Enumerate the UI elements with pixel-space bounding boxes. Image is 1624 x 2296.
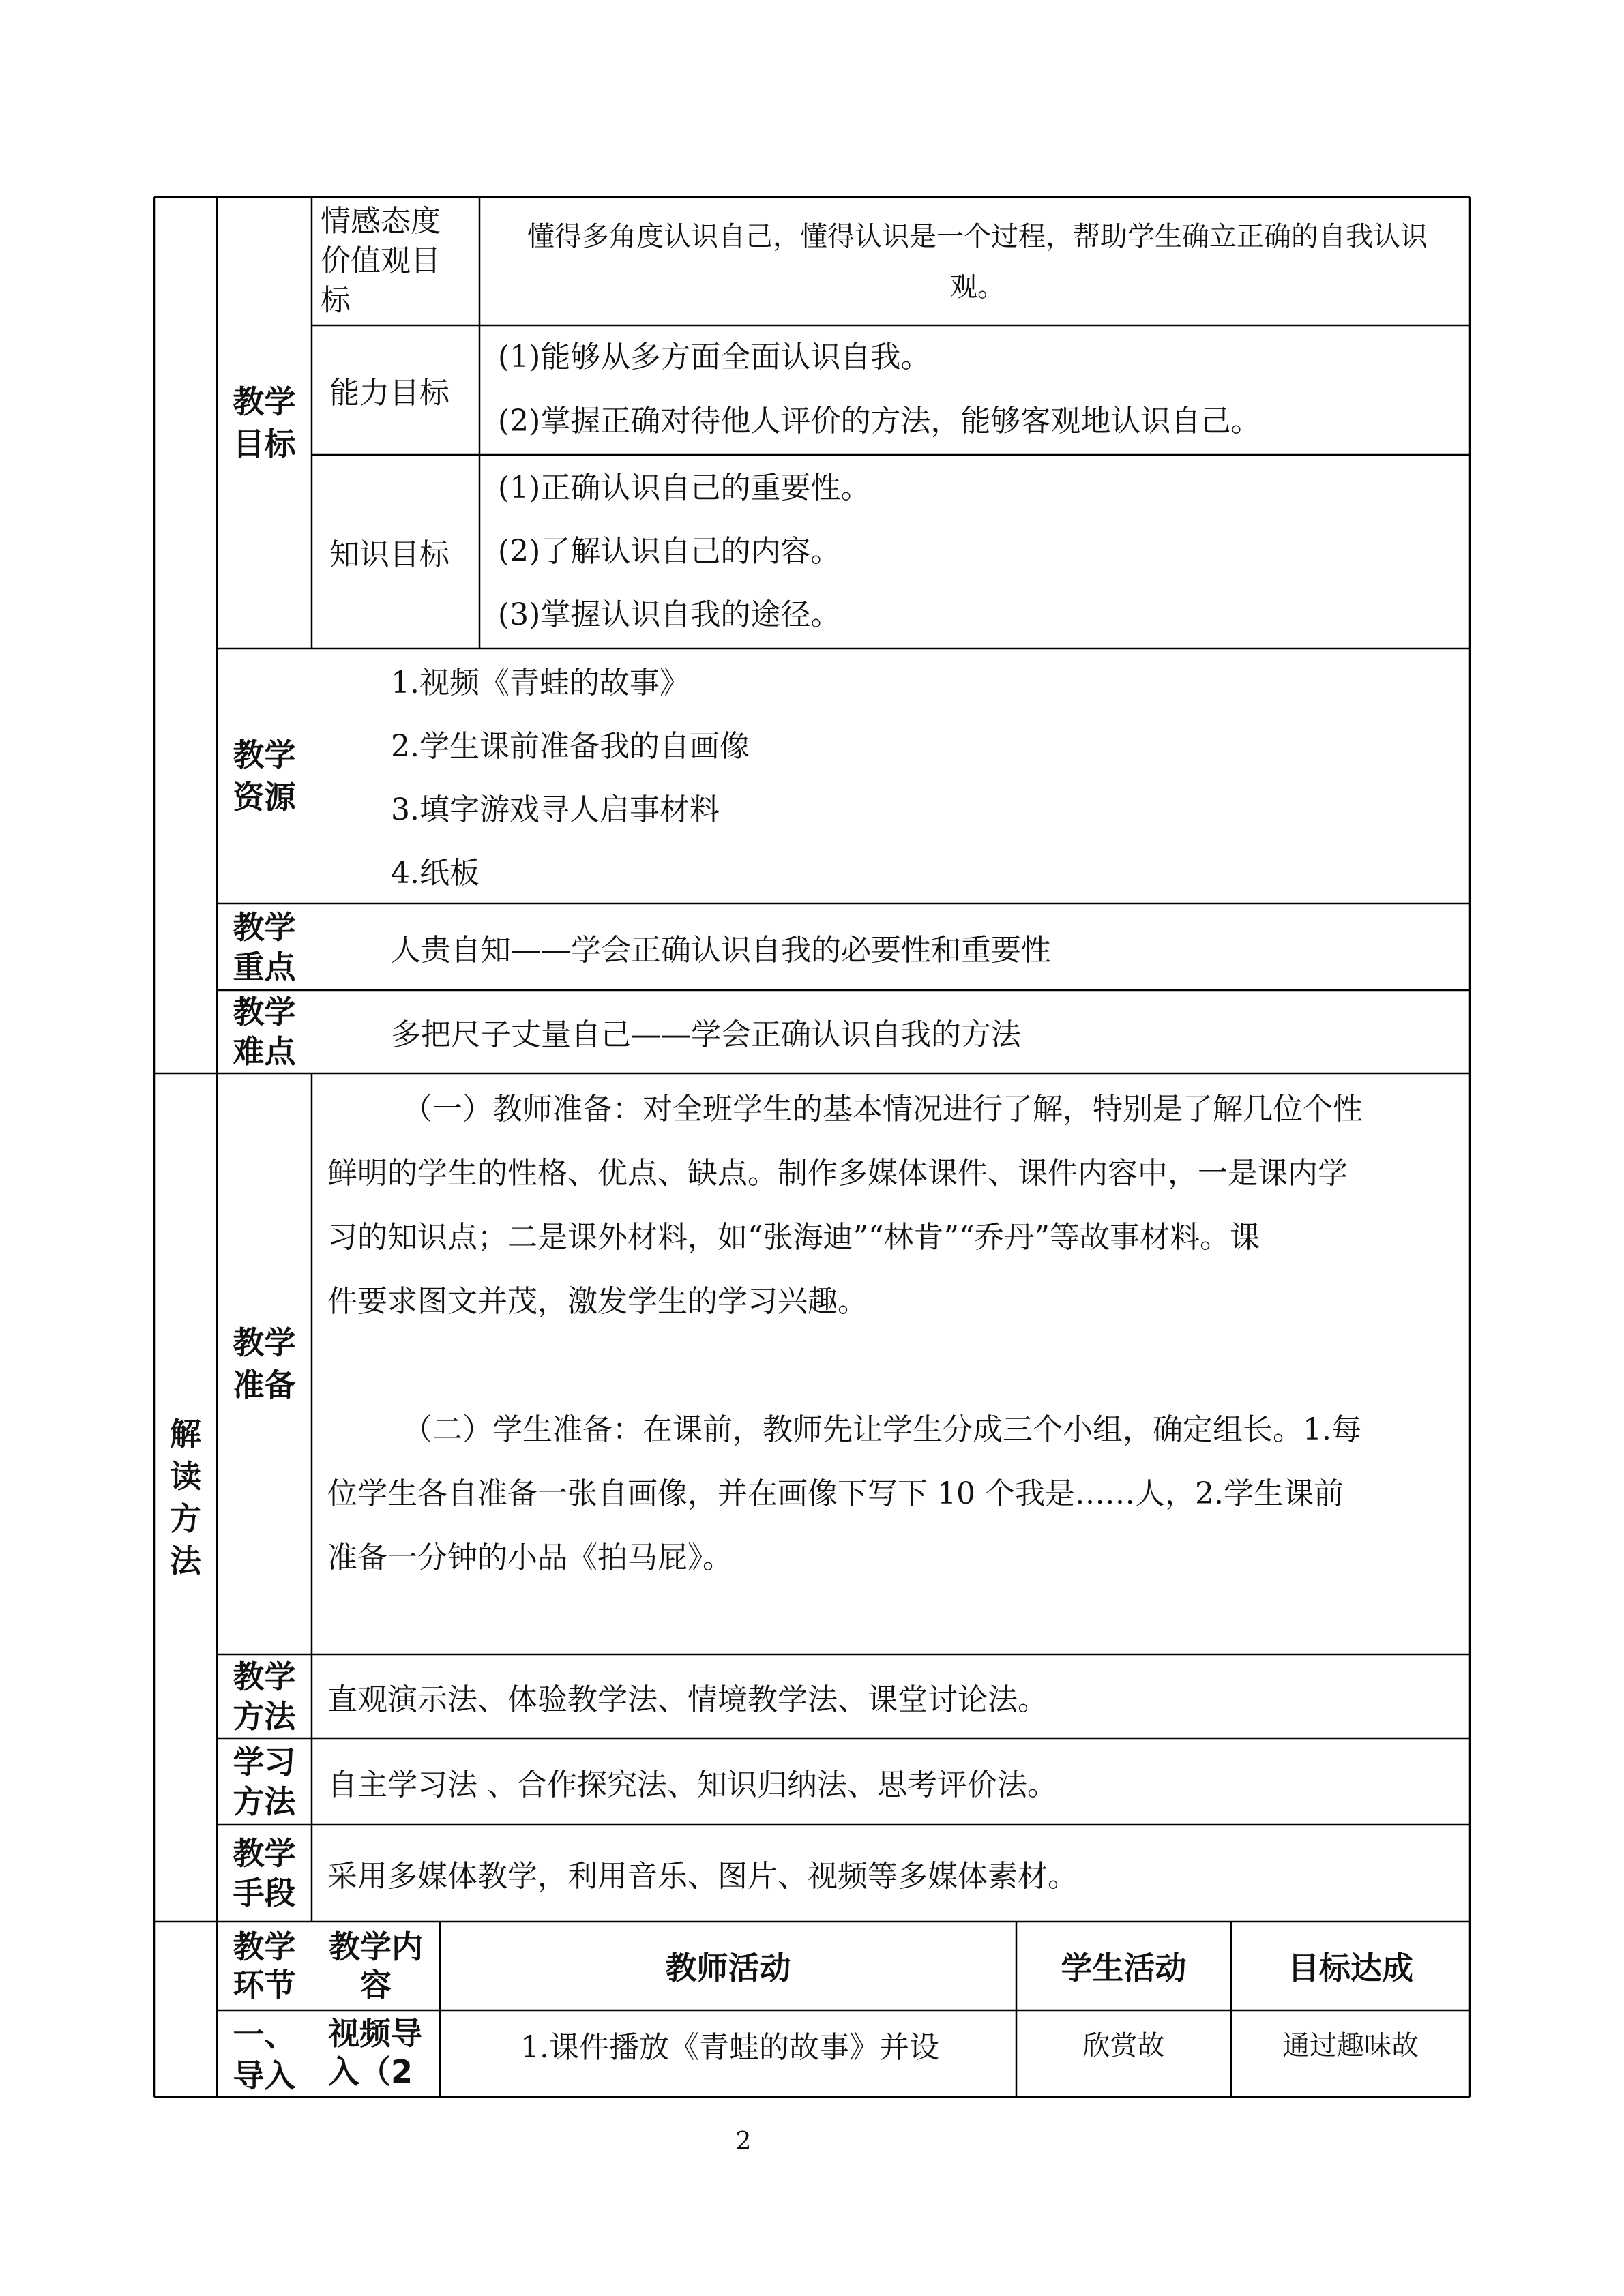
teaching-method-label: 教学 方法 bbox=[233, 1658, 296, 1735]
teaching-means-label: 教学 手段 bbox=[233, 1835, 296, 1911]
difficulty-label: 教学 难点 bbox=[233, 994, 296, 1070]
teacher-prep-line-2: 鲜明的学生的性格、优点、缺点。制作多媒体课件、课件内容中，一是课内学 bbox=[327, 1156, 1348, 1191]
teacher-prep-line-3: 习的知识点；二是课外材料，如“张海迪”“林肯”“乔丹”等故事材料。课 bbox=[327, 1220, 1260, 1255]
resource-item-3: 3.填字游戏寻人启事材料 bbox=[391, 792, 720, 827]
learning-method-text: 自主学习法 、合作探究法、知识归纳法、思考评价法。 bbox=[327, 1767, 1057, 1802]
header-student-activity: 学生活动 bbox=[1061, 1950, 1187, 1986]
student-prep-line-1: （二）学生准备：在课前，教师先让学生分成三个小组，确定组长。1.每 bbox=[402, 1412, 1361, 1447]
header-teacher-activity: 教师活动 bbox=[665, 1950, 791, 1986]
resource-item-4: 4.纸板 bbox=[391, 856, 479, 891]
knowledge-goal-item-1: (1)正确认识自己的重要性。 bbox=[498, 471, 871, 505]
knowledge-goal-label: 知识目标 bbox=[329, 537, 449, 572]
teaching-means-text: 采用多媒体教学，利用音乐、图片、视频等多媒体素材。 bbox=[327, 1859, 1078, 1894]
row1-stage: 一、 导入 bbox=[233, 2016, 296, 2094]
teacher-prep-line-1: （一）教师准备：对全班学生的基本情况进行了解，特别是了解几位个性 bbox=[402, 1092, 1363, 1127]
header-content: 教学内 容 bbox=[329, 1928, 423, 2003]
knowledge-goal-items bbox=[498, 455, 1460, 646]
difficulty-text: 多把尺子丈量自己——学会正确认识自我的方法 bbox=[391, 1017, 1021, 1052]
preparation-text bbox=[327, 1077, 1453, 1590]
teacher-prep-line-4: 件要求图文并茂，激发学生的学习兴趣。 bbox=[327, 1284, 868, 1319]
knowledge-goal-item-3: (3)掌握认识自我的途径。 bbox=[498, 597, 841, 632]
resources-label: 教学 资源 bbox=[233, 736, 296, 816]
student-prep-line-2: 位学生各自准备一张自画像，并在画像下写下 10 个我是……人，2.学生课前 bbox=[327, 1476, 1344, 1511]
student-prep-line-3: 准备一分钟的小品《拍马屁》。 bbox=[327, 1540, 733, 1575]
preparation-label: 教学 准备 bbox=[233, 1324, 296, 1403]
emotion-goal-line2: 观。 bbox=[950, 271, 1005, 303]
page-number: 2 bbox=[735, 2128, 752, 2156]
header-stage: 教学 环节 bbox=[233, 1928, 296, 2003]
row1-content: 视频导 入（2 bbox=[328, 2015, 422, 2090]
emotion-goal-text bbox=[490, 211, 1465, 312]
row1-teacher-activity: 1.课件播放《青蛙的故事》并设 bbox=[520, 2030, 939, 2065]
learning-method-label: 学习 方法 bbox=[233, 1743, 296, 1820]
ability-goal-items bbox=[498, 325, 1460, 453]
row1-goal: 通过趣味故 bbox=[1282, 2030, 1419, 2061]
knowledge-goal-item-2: (2)了解认识自己的内容。 bbox=[498, 534, 841, 569]
method-section-label: 解 读 方 法 bbox=[170, 1416, 201, 1579]
key-point-label: 教学 重点 bbox=[233, 908, 296, 985]
ability-goal-label: 能力目标 bbox=[329, 376, 449, 411]
emotion-goal-line1: 懂得多角度认识自己，懂得认识是一个过程，帮助学生确立正确的自我认识 bbox=[527, 221, 1428, 252]
objectives-label: 教学 目标 bbox=[233, 383, 296, 462]
resources-list bbox=[391, 651, 1455, 905]
key-point-text: 人贵自知——学会正确认识自我的必要性和重要性 bbox=[391, 932, 1051, 968]
header-goal: 目标达成 bbox=[1288, 1950, 1413, 1986]
emotion-goal-label: 情感态度 价值观目 标 bbox=[321, 204, 441, 318]
resource-item-1: 1.视频《青蛙的故事》 bbox=[391, 666, 690, 700]
row1-student-activity: 欣赏故 bbox=[1082, 2030, 1165, 2061]
ability-goal-item-2: (2)掌握正确对待他人评价的方法，能够客观地认识自己。 bbox=[498, 404, 1261, 438]
resource-item-2: 2.学生课前准备我的自画像 bbox=[391, 729, 750, 764]
teaching-method-text: 直观演示法、体验教学法、情境教学法、课堂讨论法。 bbox=[327, 1682, 1048, 1717]
ability-goal-item-1: (1)能够从多方面全面认识自我。 bbox=[498, 340, 931, 374]
